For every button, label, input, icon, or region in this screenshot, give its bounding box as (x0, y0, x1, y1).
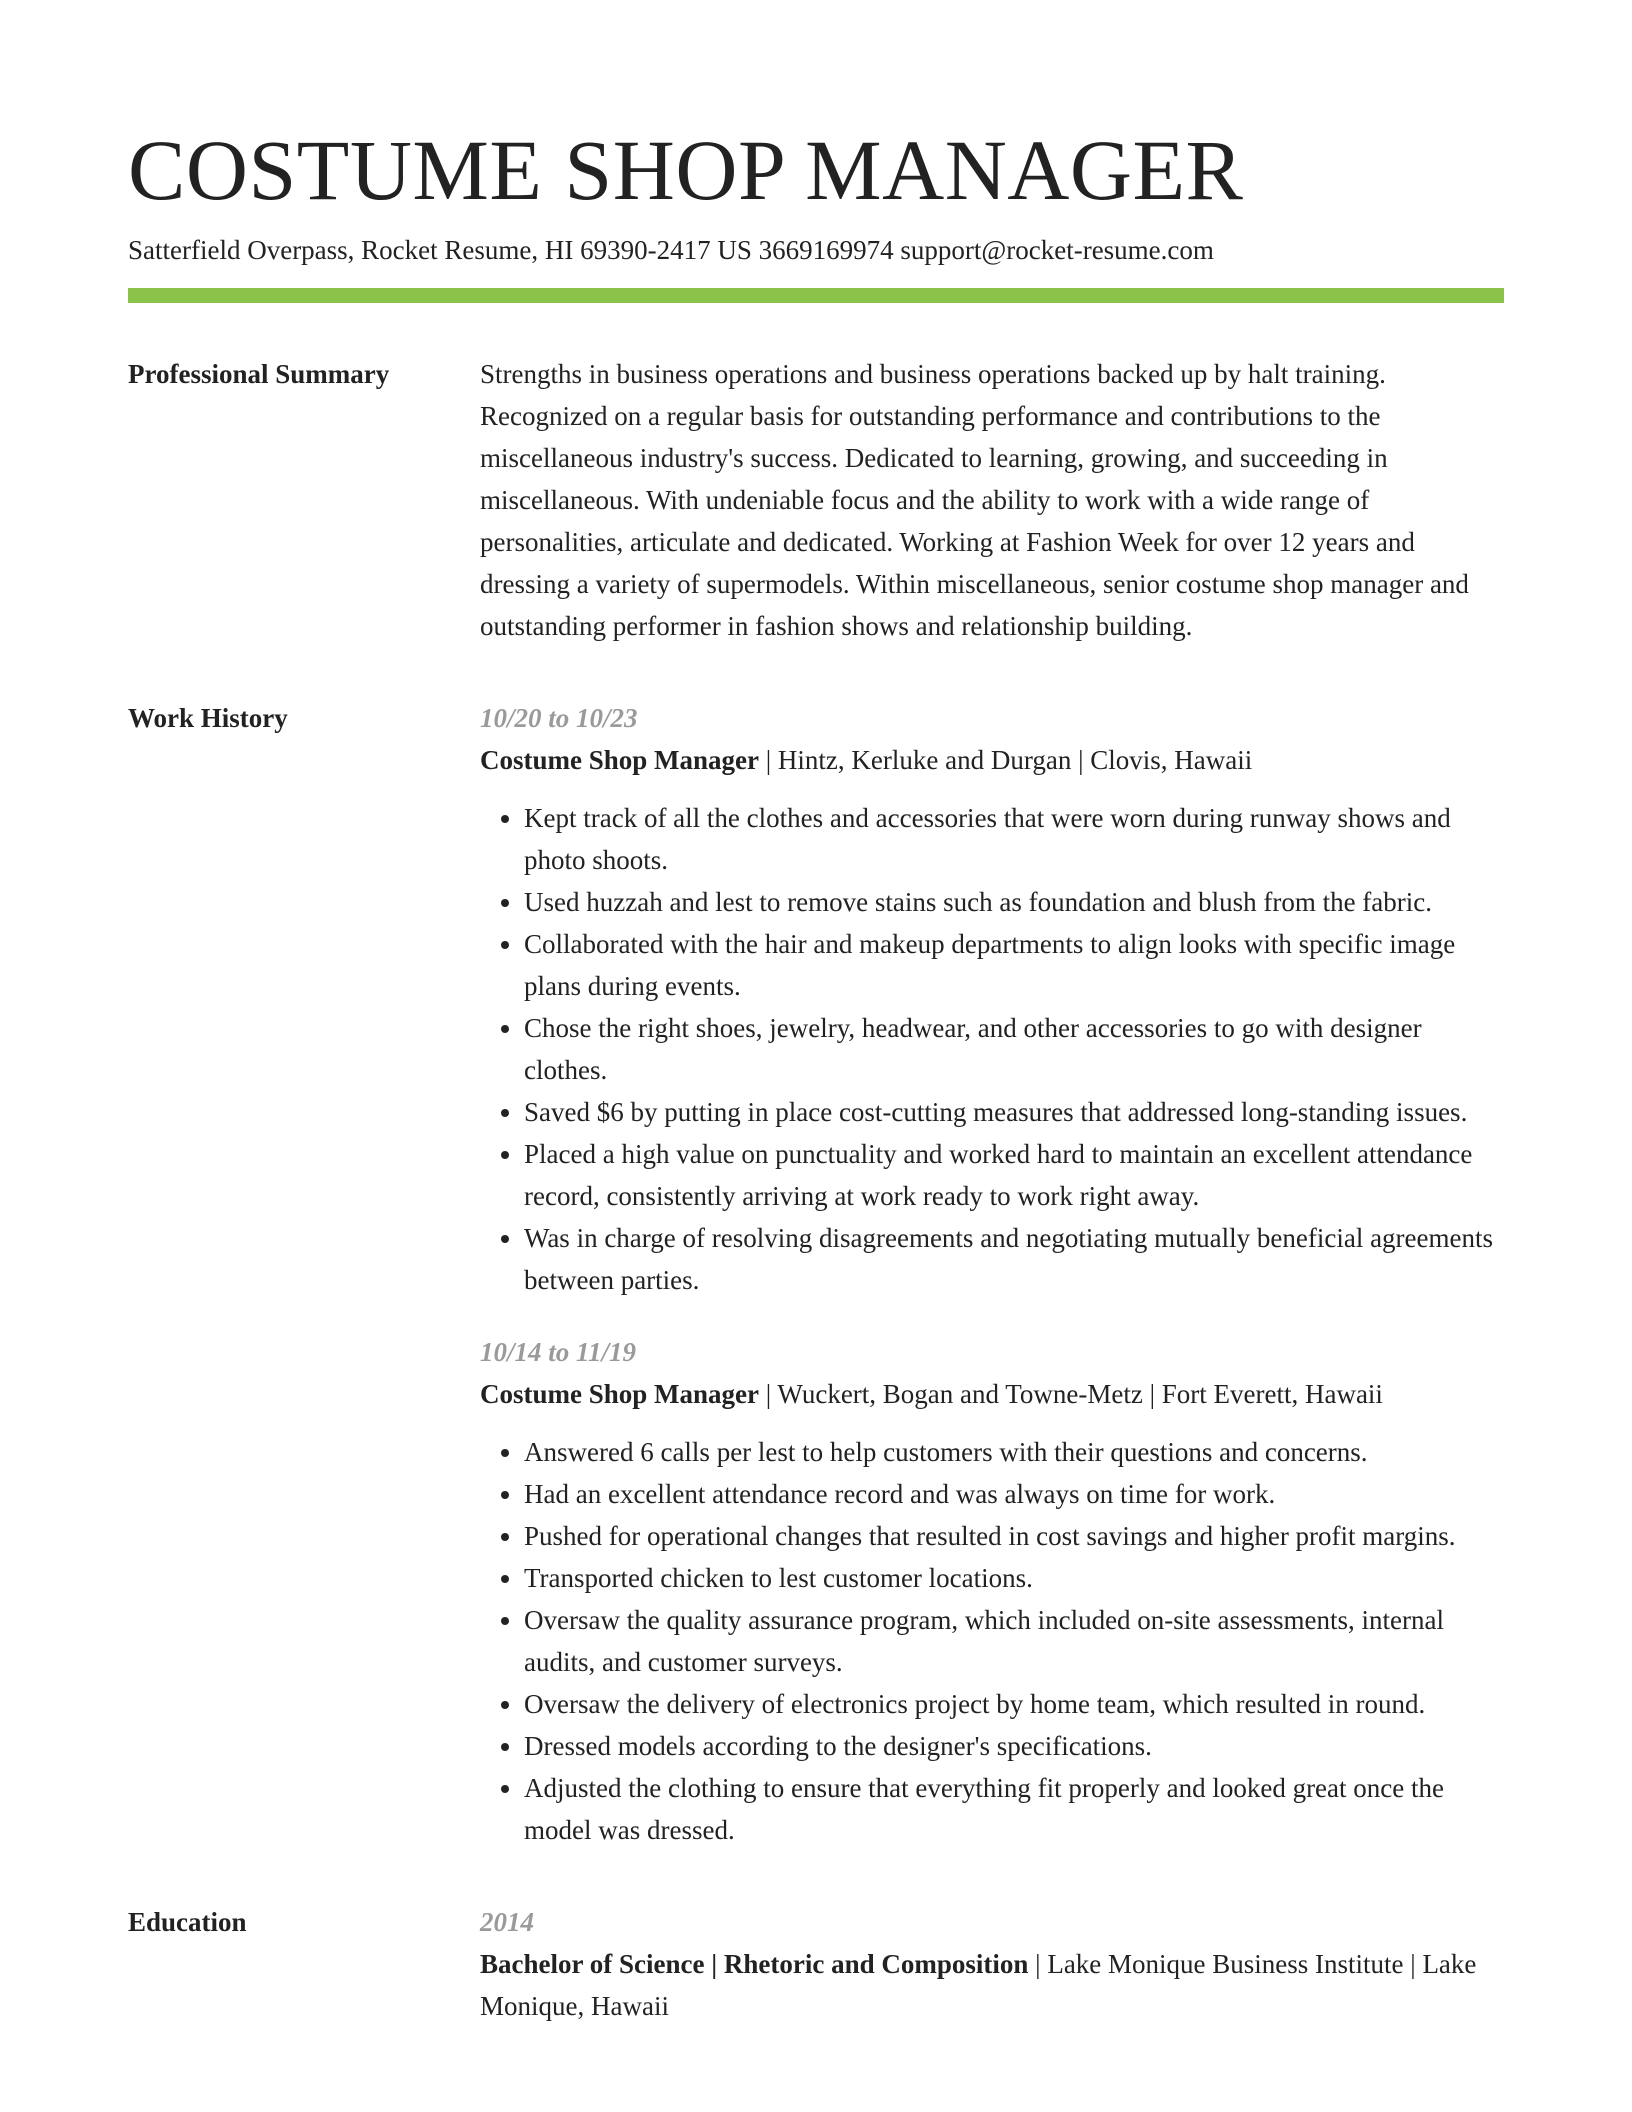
job-bullet: • Answered 6 calls per lest to help customers with their questions and concerns. (524, 1431, 1504, 1473)
job-entry (480, 1331, 1504, 1851)
education-section (128, 1901, 1504, 2027)
education-year: 2014 (480, 1907, 534, 1937)
job-bullet: • Transported chicken to lest customer locations. (524, 1557, 1504, 1599)
job-bullet: • Chose the right shoes, jewelry, headwear, and other accessories to go with designer clothes. (524, 1007, 1504, 1091)
summary-body (480, 353, 1504, 647)
resume-page (128, 120, 1504, 2027)
work-history-body (480, 697, 1504, 1851)
summary-section (128, 353, 1504, 647)
job-bullet: • Placed a high value on punctuality and worked hard to maintain an excellent attendance record, consistently arriving at work ready to work right away. (524, 1133, 1504, 1217)
job-dates: 10/14 to 11/19 (480, 1337, 637, 1367)
education-heading: Education (128, 1907, 247, 1937)
job-role-line (480, 1373, 1504, 1415)
job-bullet: • Collaborated with the hair and makeup departments to align looks with specific image plans during events. (524, 923, 1504, 1007)
work-history-section (128, 697, 1504, 1851)
candidate-name: COSTUME SHOP MANAGER (128, 122, 1244, 218)
job-bullet: • Saved $6 by putting in place cost-cutting measures that addressed long-standing issues. (524, 1091, 1504, 1133)
job-bullet: • Adjusted the clothing to ensure that everything fit properly and looked great once the model was dressed. (524, 1767, 1504, 1851)
job-entry (480, 697, 1504, 1301)
job-employer-location: | Wuckert, Bogan and Towne-Metz | Fort Everett, Hawaii (759, 1379, 1383, 1409)
work-history-heading: Work History (128, 703, 288, 733)
job-dates: 10/20 to 10/23 (480, 703, 638, 733)
job-bullet: • Was in charge of resolving disagreements and negotiating mutually beneficial agreements between parties. (524, 1217, 1504, 1301)
job-bullet: • Dressed models according to the designer's specifications. (524, 1725, 1504, 1767)
job-bullet: • Used huzzah and lest to remove stains such as foundation and blush from the fabric. (524, 881, 1504, 923)
contact-line: Satterfield Overpass, Rocket Resume, HI 69390-2417 US 3669169974 support@rocket-resume.com (128, 235, 1214, 265)
job-bullet-list (480, 797, 1504, 1301)
job-bullet: • Had an excellent attendance record and was always on time for work. (524, 1473, 1504, 1515)
job-role-line (480, 739, 1504, 781)
job-title: Costume Shop Manager (480, 745, 760, 775)
job-title: Costume Shop Manager (480, 1379, 760, 1409)
education-degree: Bachelor of Science | Rhetoric and Composition (480, 1949, 1029, 1979)
job-bullet-list (480, 1431, 1504, 1851)
job-employer-location: | Hintz, Kerluke and Durgan | Clovis, Hawaii (759, 745, 1253, 775)
summary-heading: Professional Summary (128, 359, 390, 389)
job-bullet: • Oversaw the delivery of electronics project by home team, which resulted in round. (524, 1683, 1504, 1725)
education-body (480, 1901, 1504, 2027)
job-bullet: • Pushed for operational changes that resulted in cost savings and higher profit margins. (524, 1515, 1504, 1557)
header-divider (128, 288, 1504, 303)
education-school-location: | Lake Monique Business Institute | Lake Monique, Hawaii (480, 1949, 1477, 2021)
summary-text: Strengths in business operations and business operations backed up by halt training. Recognized on a regular basis for outstanding performance and contributions to the miscellaneous industry's success. Dedicated to learning, growing, and succeeding in miscellaneous. With undeniable focus and the ability to work with a wide range of personalities, articulate and dedicated. Working at Fashion Week for over 12 years and dressing a variety of supermodels. Within miscellaneous, senior costume shop manager and outstanding performer in fashion shows and relationship building. (480, 359, 1469, 641)
job-bullet: • Oversaw the quality assurance program, which included on-site assessments, internal audits, and customer surveys. (524, 1599, 1504, 1683)
education-degree-line (480, 1943, 1504, 2027)
job-bullet: • Kept track of all the clothes and accessories that were worn during runway shows and photo shoots. (524, 797, 1504, 881)
